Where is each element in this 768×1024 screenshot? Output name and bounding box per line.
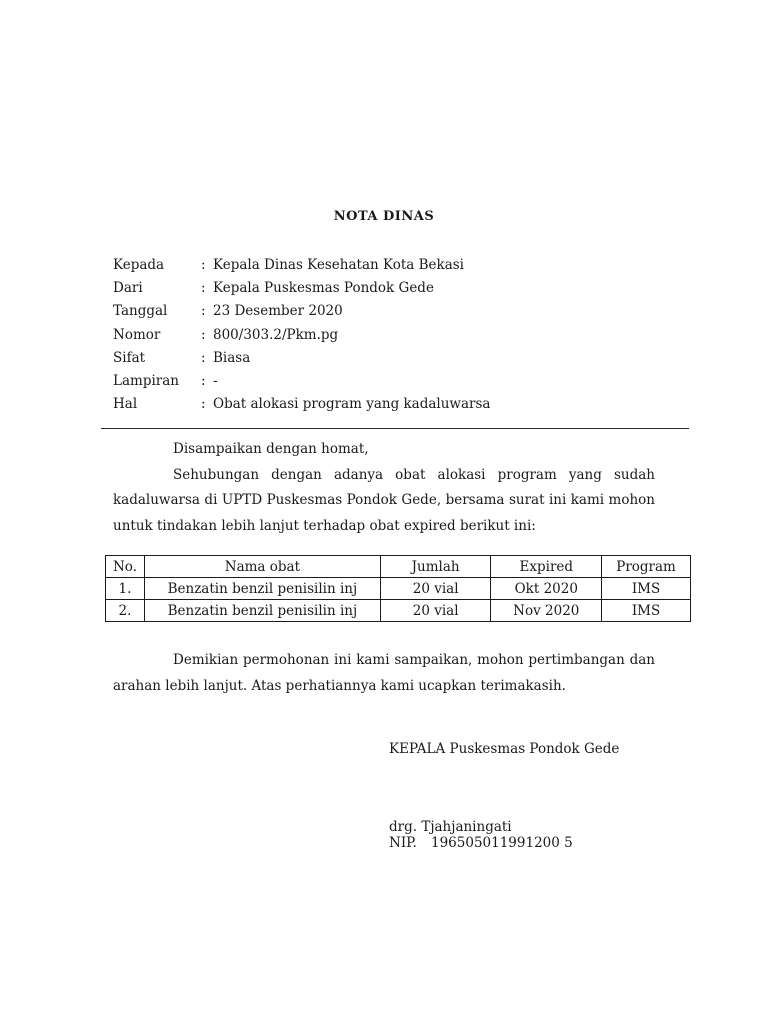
field-value: Kepala Puskesmas Pondok Gede [213,280,434,297]
closing-paragraph: Demikian permohonan ini kami sampaikan, mohon pertimbangan dan arahan lebih lanjut. Atas perhatiannya kami ucapkan terimakasih. [113,652,655,694]
field-value: 800/303.2/Pkm.pg [213,326,339,343]
intro-paragraph: Sehubungan dengan adanya obat alokasi program yang sudah kadaluwarsa di UPTD Puskesmas Pondok Gede, bersama surat ini kami mohon untuk tindakan lebih lanjut terhadap obat expired berikut ini: [113,466,655,534]
field-label: Nomor [113,326,161,343]
field-kepada [113,255,673,278]
field-separator: : [201,280,206,297]
field-value: - [213,372,218,389]
nip-number: 196505011991200 5 [431,835,573,851]
field-label: Kepada [113,257,165,273]
field-value: Obat alokasi program yang kadaluwarsa [213,396,491,413]
column-header: Jumlah [380,556,491,578]
field-separator: : [201,372,206,389]
field-separator: : [201,326,206,343]
field-lampiran [113,371,673,394]
field-nomor [113,325,673,348]
table-cell: 2. [106,600,145,622]
column-header: Program [602,556,691,578]
field-sifat [113,348,673,371]
signatory-nip [389,835,709,851]
column-header: No. [106,556,145,578]
field-label: Dari [113,280,143,297]
table-cell: Benzatin benzil penisilin inj [144,578,380,600]
table-cell: IMS [602,578,691,600]
field-separator: : [201,349,206,366]
table-cell: 20 vial [380,600,491,622]
signatory-position: KEPALA Puskesmas Pondok Gede [389,741,620,757]
table-row [106,600,691,622]
table-row [106,578,691,600]
table-cell: Okt 2020 [491,578,602,600]
table-cell: IMS [602,600,691,622]
table-cell: 1. [106,578,145,600]
field-value: Kepala Dinas Kesehatan Kota Bekasi [213,257,464,273]
field-dari [113,278,673,301]
field-separator: : [201,396,206,413]
field-separator: : [201,257,206,273]
signatory-name: drg. Tjahjaningati [389,819,512,835]
column-header: Expired [491,556,602,578]
field-label: Sifat [113,349,146,366]
table-header-row [106,556,691,578]
opening-section [113,437,655,539]
signature-block [389,819,709,851]
expired-drugs-table [105,555,691,622]
greeting-text: Disampaikan dengan homat, [173,441,369,457]
table-cell: Nov 2020 [491,600,602,622]
field-value: Biasa [213,349,251,366]
header-divider [101,428,689,429]
document-title: NOTA DINAS [333,209,435,224]
table-cell: 20 vial [380,578,491,600]
nip-label: NIP. [389,835,417,851]
field-separator: : [201,303,206,320]
table-cell: Benzatin benzil penisilin inj [144,600,380,622]
field-label: Hal [113,396,138,413]
field-hal [113,394,673,417]
letter-header-fields [113,255,673,417]
column-header: Nama obat [144,556,380,578]
field-tanggal [113,301,673,324]
field-label: Lampiran [113,372,179,389]
field-value: 23 Desember 2020 [213,303,343,320]
field-label: Tanggal [113,303,168,320]
